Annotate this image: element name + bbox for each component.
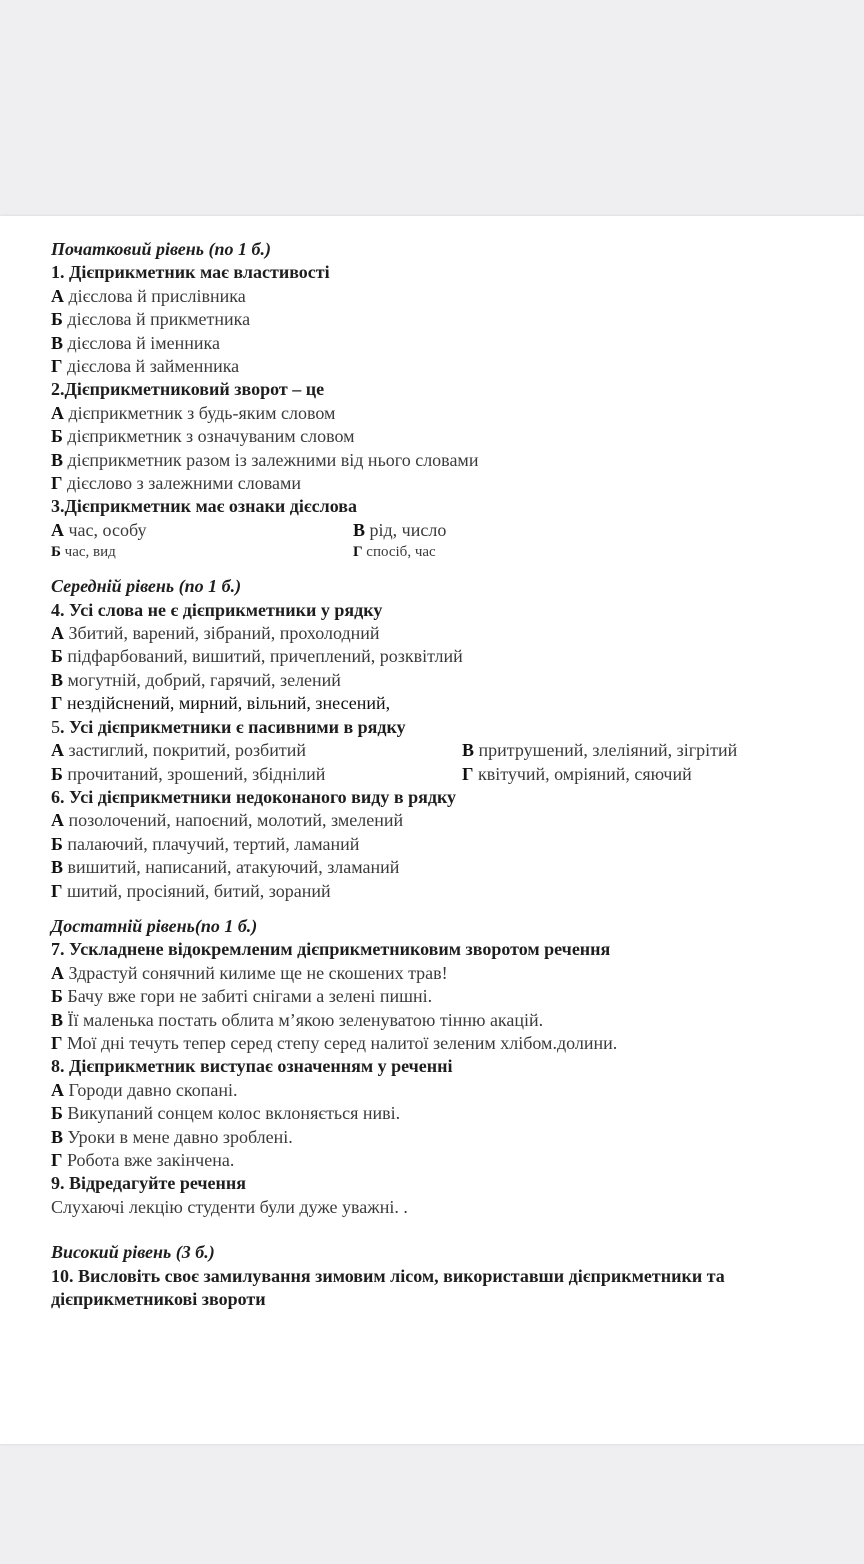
question-4-option-v: В могутній, добрий, гарячий, зелений: [51, 669, 341, 690]
question-3-title: 3.Дієприкметник має ознаки дієслова: [51, 496, 357, 517]
question-2-option-b: Б дієприкметник з означуваним словом: [51, 426, 355, 447]
question-1-option-b: Б дієслова й прикметника: [51, 309, 251, 330]
question-7-option-a: А Здрастуй сонячний килиме ще не скошених трав!: [51, 962, 448, 983]
question-5-option-g: Г квітучий, омріяний, сяючий: [462, 763, 692, 784]
question-1-title: 1. Дієприкметник має властивості: [51, 262, 330, 283]
question-3-option-v: В рід, число: [353, 519, 447, 540]
question-10-title: 10. Висловіть своє замилування зимовим лісом, використавши дієприкметники та дієприкметникові звороти: [51, 1265, 725, 1310]
question-5-option-b: Б прочитаний, зрошений, збіднілий: [51, 763, 326, 784]
question-8-option-b: Б Викупаний сонцем колос вклоняється ниві.: [51, 1103, 401, 1124]
question-2-option-a: А дієприкметник з будь-яким словом: [51, 402, 336, 423]
question-8-option-a: А Городи давно скопані.: [51, 1079, 238, 1100]
question-3-row-2: [51, 542, 841, 563]
question-5-row-1: [51, 739, 841, 762]
question-8-option-g: Г Робота вже закінчена.: [51, 1149, 235, 1170]
question-2-option-v: В дієприкметник разом із залежними від нього словами: [51, 449, 479, 470]
question-1-option-a: А дієслова й прислівника: [51, 285, 246, 306]
question-3-option-b: Б час, вид: [51, 544, 116, 561]
spacer: [51, 903, 841, 915]
question-4-option-g: Г нездійснений, мирний, вільний, знесений,: [51, 693, 391, 714]
question-6-title: 6. Усі дієприкметники недоконаного виду в рядку: [51, 786, 457, 807]
question-4-title: 4. Усі слова не є дієприкметники у рядку: [51, 599, 383, 620]
question-5-option-v: В притрушений, злеліяний, зігрітий: [462, 740, 738, 761]
question-6-option-b: Б палаючий, плачучий, тертий, ламаний: [51, 833, 360, 854]
question-2-title: 2.Дієприкметниковий зворот – це: [51, 379, 325, 400]
section-heading-high: Високий рівень (3 б.): [51, 1242, 215, 1263]
question-7-title: 7. Ускладнене відокремленим дієприкметниковим зворотом речення: [51, 939, 611, 960]
question-8-option-v: В Уроки в мене давно зроблені.: [51, 1126, 293, 1147]
question-9-title: 9. Відредагуйте речення: [51, 1173, 247, 1194]
question-9-sentence: Слухаючі лекцію студенти були дуже уважні. .: [51, 1196, 408, 1217]
spacer: [51, 1219, 841, 1241]
question-3-option-g: Г спосіб, час: [353, 544, 436, 561]
question-4-option-b: Б підфарбований, вишитий, причеплений, розквітлий: [51, 646, 463, 667]
question-2-option-g: Г дієслово з залежними словами: [51, 473, 301, 494]
question-4-option-a: А Збитий, варений, зібраний, прохолодний: [51, 623, 380, 644]
section-heading-sufficient: Достатній рівень(по 1 б.): [51, 915, 258, 936]
question-6-option-v: В вишитий, написаний, атакуючий, зламаний: [51, 857, 400, 878]
question-3-row-1: [51, 519, 841, 542]
test-content: [51, 238, 841, 1311]
document-page: [0, 216, 864, 1444]
section-heading-basic: Початковий рівень (по 1 б.): [51, 239, 271, 259]
spacer: [51, 563, 841, 575]
section-heading-medium: Середній рівень (по 1 б.): [51, 576, 242, 597]
question-7-option-g: Г Мої дні течуть тепер серед степу серед налитої зеленим хлібом.долини.: [51, 1032, 618, 1053]
question-6-option-g: Г шитий, просіяний, битий, зораний: [51, 880, 331, 901]
question-6-option-a: А позолочений, напоєний, молотий, змелений: [51, 810, 404, 831]
question-7-option-v: В Її маленька постать облита м’якою зеленуватою тінню акацій.: [51, 1009, 544, 1030]
question-1-option-g: Г дієслова й займенника: [51, 356, 240, 377]
question-3-option-a: А час, особу: [51, 519, 147, 540]
question-1-option-v: В дієслова й іменника: [51, 332, 220, 353]
question-8-title: 8. Дієприкметник виступає означенням у реченні: [51, 1056, 453, 1077]
question-5-option-a: А застиглий, покритий, розбитий: [51, 740, 306, 761]
question-5-row-2: [51, 763, 841, 786]
question-5-title: 5. Усі дієприкметники є пасивними в рядку: [51, 716, 406, 737]
question-7-option-b: Б Бачу вже гори не забиті снігами а зелені пишні.: [51, 986, 433, 1007]
